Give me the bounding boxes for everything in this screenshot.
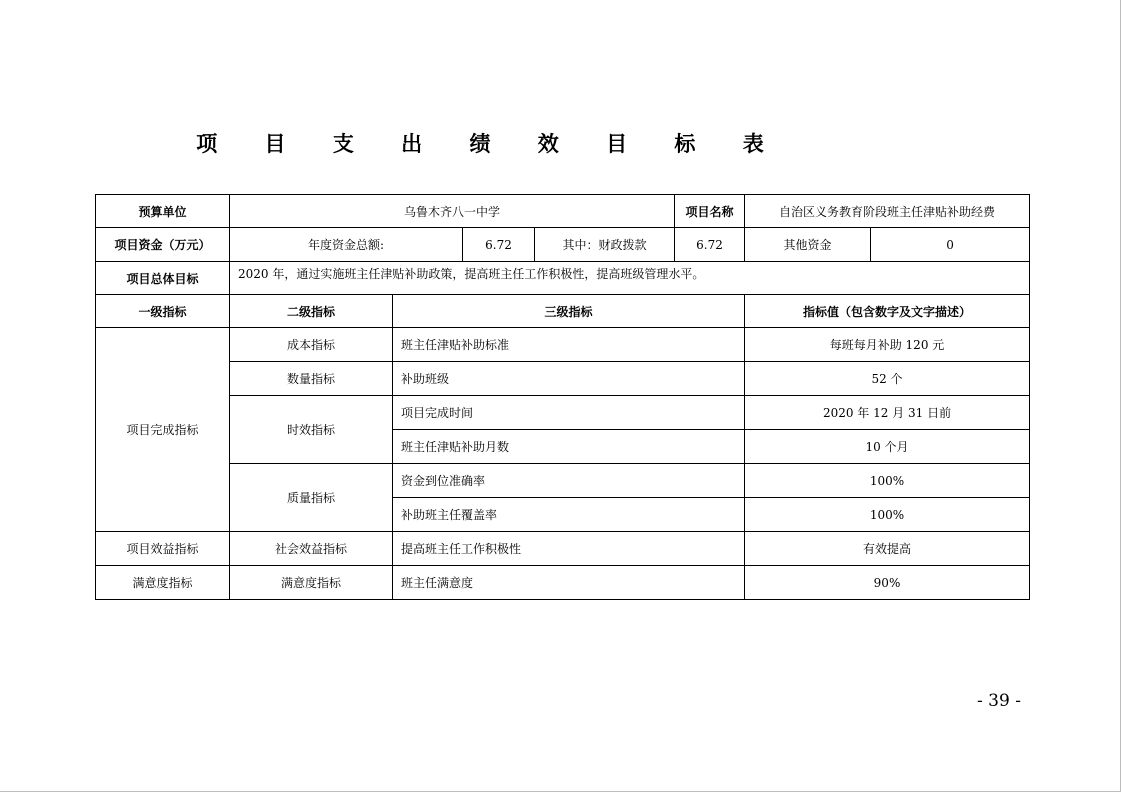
indicator-cell: 补助班级 (393, 362, 745, 396)
funds-row (96, 228, 1030, 262)
overall-goal-value: 2020 年，通过实施班主任津贴补助政策，提高班主任工作积极性，提高班级管理水平。 (230, 262, 1030, 295)
value-cell: 有效提高 (745, 532, 1030, 566)
value-cell: 100% (745, 464, 1030, 498)
indicator-cell: 提高班主任工作积极性 (393, 532, 745, 566)
value-cell: 2020 年 12 月 31 日前 (745, 396, 1030, 430)
column-header-row (96, 295, 1030, 328)
page-number: - 39 - (977, 691, 1021, 711)
cost-indicator-label: 成本指标 (230, 328, 393, 362)
indicator-cell: 班主任津贴补助标准 (393, 328, 745, 362)
value-cell: 90% (745, 566, 1030, 600)
budget-unit-value: 乌鲁木齐八一中学 (230, 195, 675, 228)
overall-goal-row (96, 262, 1030, 295)
budget-unit-row (96, 195, 1030, 228)
quality-indicator-label: 质量指标 (230, 464, 393, 532)
project-name-value: 自治区义务教育阶段班主任津贴补助经费 (745, 195, 1030, 228)
level3-header: 三级指标 (393, 295, 745, 328)
timeliness-indicator-label: 时效指标 (230, 396, 393, 464)
value-header: 指标值（包含数字及文字描述） (745, 295, 1030, 328)
other-funds-label: 其他资金 (745, 228, 871, 261)
table-row (96, 532, 1030, 566)
value-cell: 100% (745, 498, 1030, 532)
budget-unit-label: 预算单位 (96, 195, 230, 228)
indicator-cell: 补助班主任覆盖率 (393, 498, 745, 532)
page-title: 项 目 支 出 绩 效 目 标 表 (196, 132, 784, 156)
level1-header: 一级指标 (96, 295, 230, 328)
annual-total-value: 6.72 (463, 228, 535, 262)
table-row (96, 328, 1030, 362)
table-row (96, 362, 1030, 396)
benefit-group-label: 项目效益指标 (96, 532, 230, 566)
value-cell: 10 个月 (745, 430, 1030, 464)
satisfaction-group-label: 满意度指标 (96, 566, 230, 600)
indicator-cell: 班主任津贴补助月数 (393, 430, 745, 464)
table-row (96, 566, 1030, 600)
satisfaction-indicator-label: 满意度指标 (230, 566, 393, 600)
other-funds-value: 0 (946, 237, 954, 252)
table-row (96, 396, 1030, 430)
performance-target-table (95, 194, 1030, 600)
table-row (96, 464, 1030, 498)
quantity-indicator-label: 数量指标 (230, 362, 393, 396)
indicator-cell: 项目完成时间 (393, 396, 745, 430)
fiscal-label: 其中：财政拨款 (535, 228, 675, 262)
indicator-cell: 资金到位准确率 (393, 464, 745, 498)
indicator-cell: 班主任满意度 (393, 566, 745, 600)
other-funds-cell (745, 228, 1030, 262)
overall-goal-label: 项目总体目标 (96, 262, 230, 295)
level2-header: 二级指标 (230, 295, 393, 328)
project-name-label: 项目名称 (675, 195, 745, 228)
annual-total-label: 年度资金总额: (230, 228, 463, 262)
social-indicator-label: 社会效益指标 (230, 532, 393, 566)
value-cell: 52 个 (745, 362, 1030, 396)
completion-group-label: 项目完成指标 (96, 328, 230, 532)
fiscal-value: 6.72 (675, 228, 745, 262)
value-cell: 每班每月补助 120 元 (745, 328, 1030, 362)
funds-label: 项目资金（万元） (96, 228, 230, 262)
